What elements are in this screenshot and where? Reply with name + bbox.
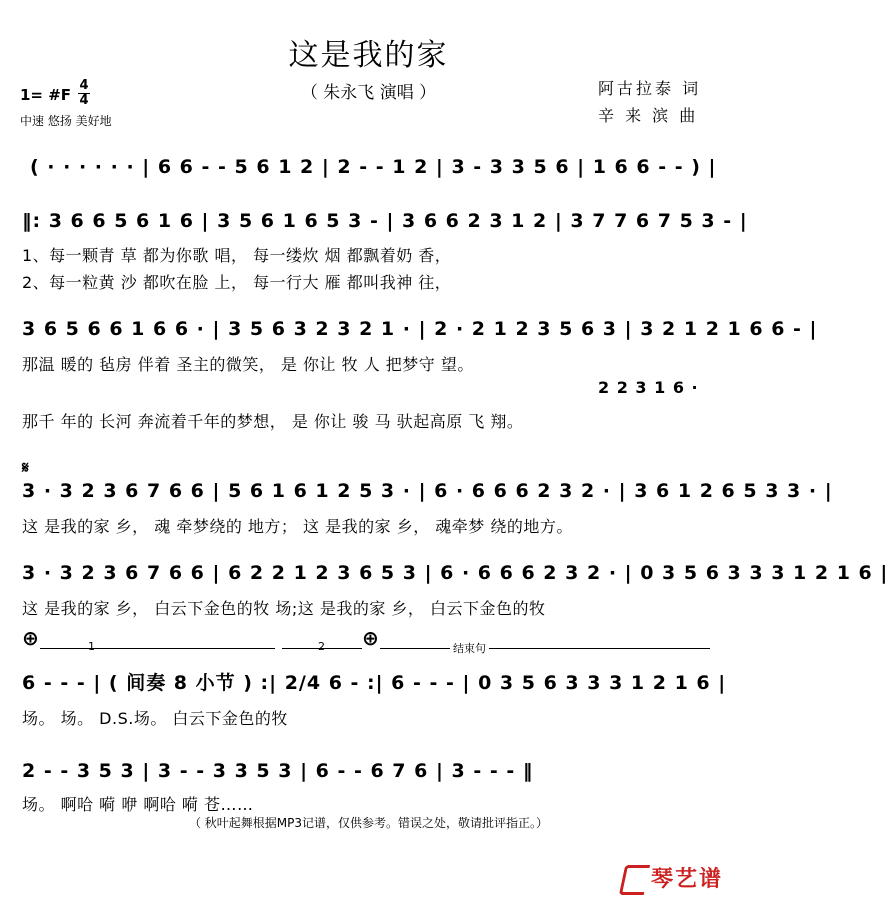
lyric-line-4: 这 是我的家 乡， 白云下金色的牧 场;这 是我的家 乡， 白云下金色的牧 bbox=[22, 599, 546, 618]
lyricist-credit: 阿古拉泰 词 bbox=[598, 79, 702, 98]
time-signature-bottom: 4 bbox=[79, 93, 89, 108]
logo-mark-icon bbox=[619, 865, 650, 895]
key-signature: 1= #F bbox=[20, 86, 72, 104]
lyric-line-6: 场。 啊哈 嗬 咿 啊哈 嗬 苍…… bbox=[22, 795, 254, 814]
score-line-5: 6 - - - | ( 间奏 8 小节 ) :| 2/4 6 - :| 6 - - - | 0 3 5 6 3 3 3 1 2 1 6 | bbox=[22, 672, 727, 694]
coda-icon: ⊕ bbox=[22, 626, 39, 650]
score-line-1: ‖: 3 6 6 5 6 1 6 | 3 5 6 1 6 5 3 - | 3 6 6 2 3 1 2 | 3 7 7 6 7 5 3 - | bbox=[22, 210, 748, 232]
segno-icon: 𝄋 bbox=[22, 458, 29, 477]
volta-bracket-1 bbox=[40, 648, 275, 649]
lyric-line-1-verse-1: 1、每一颗青 草 都为你歌 唱， 每一缕炊 烟 都飘着奶 香， bbox=[22, 246, 452, 265]
score-line-2: 3 6 5 6 6 1 6 6 · | 3 5 6 3 2 3 2 1 · | 2 · 2 1 2 3 5 6 3 | 3 2 1 2 1 6 6 - | bbox=[22, 318, 818, 340]
lyric-line-2-verse-2: 那千 年的 长河 奔流着千年的梦想， 是 你让 骏 马 驮起高原 飞 翔。 bbox=[22, 412, 524, 431]
lyric-line-3: 这 是我的家 乡， 魂 牵梦绕的 地方； 这 是我的家 乡， 魂牵梦 绕的地方。 bbox=[22, 517, 573, 536]
score-line-6: 2 - - 3 5 3 | 3 - - 3 3 5 3 | 6 - - 6 7 6 | 3 - - - ‖ bbox=[22, 760, 534, 782]
site-logo[interactable] bbox=[622, 862, 723, 895]
score-line-intro: ( · · · · · · | 6 6 - - 5 6 1 2 | 2 - - 1 2 | 3 - 3 3 5 6 | 1 6 6 - - ) | bbox=[30, 156, 717, 178]
logo-text: 琴艺谱 bbox=[650, 867, 723, 892]
score-line-4: 3 · 3 2 3 6 7 6 6 | 6 2 2 1 2 3 6 5 3 | 6 · 6 6 6 2 3 2 · | 0 3 5 6 3 3 3 1 2 1 6 | bbox=[22, 562, 888, 584]
ending-bracket bbox=[380, 648, 710, 649]
composer-credit: 辛 来 滨 曲 bbox=[598, 106, 699, 125]
song-title: 这是我的家 bbox=[288, 38, 449, 73]
lyric-line-1-verse-2: 2、每一粒黄 沙 都吹在脸 上， 每一行大 雁 都叫我神 往， bbox=[22, 273, 452, 292]
coda-icon-2: ⊕ bbox=[362, 626, 379, 650]
ending-label: 结束句 bbox=[450, 640, 489, 656]
lyric-line-5: 场。 场。 D.S.场。 白云下金色的牧 bbox=[22, 709, 288, 728]
volta-number-2: 2 bbox=[318, 640, 325, 653]
score-line-3: 3 · 3 2 3 6 7 6 6 | 5 6 1 6 1 2 5 3 · | 6 · 6 6 6 2 3 2 · | 3 6 1 2 6 5 3 3 · | bbox=[22, 480, 833, 502]
singer-credit: （ 朱永飞 演唱 ） bbox=[300, 83, 437, 103]
time-signature bbox=[78, 80, 90, 107]
tempo-marking: 中速 悠扬 美好地 bbox=[20, 114, 112, 128]
time-signature-top: 4 bbox=[79, 78, 89, 93]
transcription-note: （ 秋叶起舞根据MP3记谱，仅供参考。错误之处，敬请批评指正。） bbox=[188, 816, 549, 830]
alternate-ending-notes: 2 2 3 1 6 · bbox=[598, 378, 699, 397]
volta-number-1: 1 bbox=[88, 640, 95, 653]
lyric-line-2-verse-1: 那温 暖的 毡房 伴着 圣主的微笑， 是 你让 牧 人 把梦守 望。 bbox=[22, 355, 474, 374]
